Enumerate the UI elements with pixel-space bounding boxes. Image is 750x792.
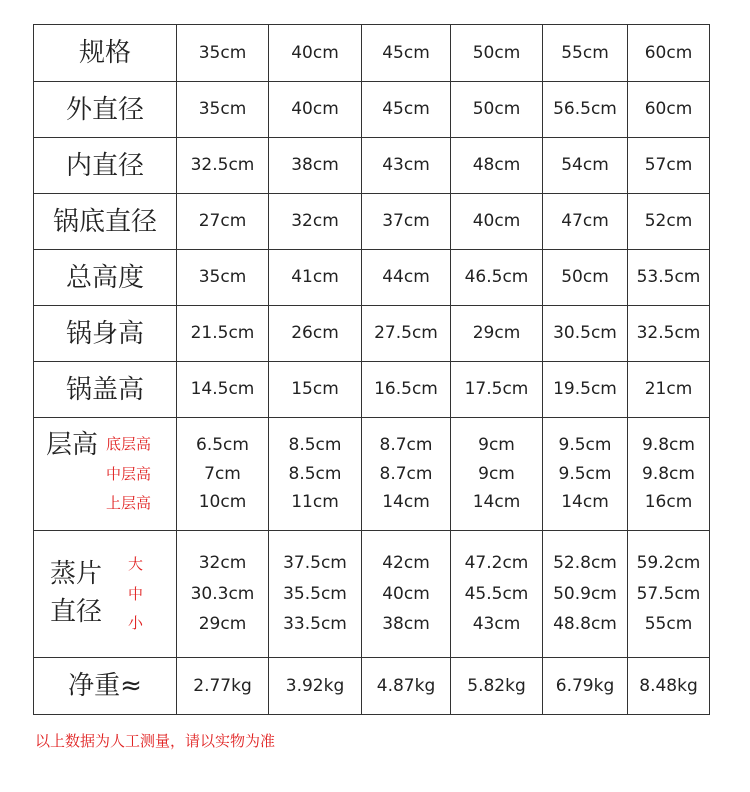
row-steamer-diameter: [34, 531, 710, 658]
cell-value: 14.5cm: [177, 362, 269, 418]
cell-value: 35.5cm: [283, 583, 347, 604]
cell-value: 9cm: [478, 435, 515, 455]
cell-value: 9.5cm: [558, 435, 612, 455]
cell-value: 37cm: [362, 194, 451, 250]
steamer-label-cell: [34, 531, 177, 658]
cell-value: 47cm: [543, 194, 628, 250]
layer-cell: [177, 418, 269, 531]
cell-value: 9cm: [478, 463, 515, 484]
cell-value: 9.8cm: [642, 463, 695, 484]
cell-value: 32cm: [269, 194, 362, 250]
cell-value: 30.3cm: [190, 583, 255, 604]
cell-value: 35cm: [177, 82, 269, 138]
cell-value: 57.5cm: [636, 583, 701, 604]
cell-value: 45.5cm: [464, 583, 529, 604]
row-total-height: [34, 250, 710, 306]
cell-value: 44cm: [362, 250, 451, 306]
cell-value: 2.77kg: [177, 658, 269, 715]
cell-value: 5.82kg: [451, 658, 543, 715]
row-net-weight: [34, 658, 710, 715]
row-label: 锅身高: [34, 306, 177, 362]
layer-cell: [451, 418, 543, 531]
steamer-cell: [451, 531, 543, 658]
cell-value: 32.5cm: [628, 306, 710, 362]
steamer-cell: [177, 531, 269, 658]
sub-label-middle: 中层高: [106, 464, 152, 483]
row-label: 规格: [34, 25, 177, 82]
row-label: 锅盖高: [34, 362, 177, 418]
cell-value: 27cm: [177, 194, 269, 250]
cell-value: 37.5cm: [283, 553, 347, 573]
cell-value: 60cm: [628, 82, 710, 138]
cell-value: 16cm: [644, 492, 693, 512]
cell-value: 55cm: [543, 25, 628, 82]
sub-label-top: 上层高: [106, 494, 152, 512]
cell-value: 9.5cm: [558, 463, 612, 484]
cell-value: 56.5cm: [543, 82, 628, 138]
cell-value: 38cm: [269, 138, 362, 194]
cell-value: 59.2cm: [636, 553, 701, 573]
cell-value: 3.92kg: [269, 658, 362, 715]
cell-value: 6.5cm: [196, 435, 249, 455]
cell-value: 52.8cm: [553, 553, 617, 573]
sub-label-large: 大: [128, 555, 144, 573]
cell-value: 52cm: [628, 194, 710, 250]
cell-value: 50.9cm: [553, 583, 617, 604]
cell-value: 35cm: [177, 25, 269, 82]
row-label: 净重≈: [34, 658, 177, 715]
cell-value: 7cm: [204, 463, 241, 484]
steamer-cell: [362, 531, 451, 658]
layer-cell: [362, 418, 451, 531]
cell-value: 43cm: [362, 138, 451, 194]
cell-value: 53.5cm: [628, 250, 710, 306]
disclaimer-note: 以上数据为人工测量，请以实物为准: [35, 732, 276, 750]
cell-value: 19.5cm: [543, 362, 628, 418]
sub-label-small: 小: [128, 614, 144, 632]
row-body-height: [34, 306, 710, 362]
cell-value: 45cm: [362, 25, 451, 82]
cell-value: 8.5cm: [288, 435, 342, 455]
cell-value: 29cm: [198, 614, 247, 634]
cell-value: 27.5cm: [362, 306, 451, 362]
sub-label-medium: 中: [128, 584, 144, 603]
cell-value: 32cm: [198, 553, 247, 573]
row-label: 内直径: [34, 138, 177, 194]
cell-value: 60cm: [628, 25, 710, 82]
cell-value: 40cm: [269, 82, 362, 138]
cell-value: 26cm: [269, 306, 362, 362]
row-layer-height: [34, 418, 710, 531]
cell-value: 8.48kg: [628, 658, 710, 715]
cell-value: 29cm: [451, 306, 543, 362]
cell-value: 57cm: [628, 138, 710, 194]
cell-value: 50cm: [451, 82, 543, 138]
layer-cell: [269, 418, 362, 531]
cell-value: 54cm: [543, 138, 628, 194]
cell-value: 9.8cm: [642, 435, 695, 455]
cell-value: 47.2cm: [464, 553, 529, 573]
cell-value: 8.5cm: [288, 463, 342, 484]
cell-value: 10cm: [198, 492, 247, 512]
cell-value: 14cm: [561, 492, 609, 512]
row-label: 外直径: [34, 82, 177, 138]
layer-cell: [543, 418, 628, 531]
cell-value: 35cm: [177, 250, 269, 306]
row-inner-diameter: [34, 138, 710, 194]
cell-value: 8.7cm: [379, 463, 433, 484]
cell-value: 50cm: [543, 250, 628, 306]
cell-value: 8.7cm: [379, 435, 433, 455]
cell-value: 15cm: [269, 362, 362, 418]
cell-value: 17.5cm: [451, 362, 543, 418]
spec-table: [33, 24, 710, 715]
cell-value: 41cm: [269, 250, 362, 306]
cell-value: 42cm: [382, 553, 430, 573]
cell-value: 40cm: [269, 25, 362, 82]
cell-value: 30.5cm: [543, 306, 628, 362]
row-label-line2: 直径: [50, 597, 103, 627]
steamer-cell: [543, 531, 628, 658]
cell-value: 55cm: [644, 614, 693, 634]
layer-cell: [628, 418, 710, 531]
row-label: 层高: [46, 430, 99, 460]
steamer-cell: [269, 531, 362, 658]
cell-value: 11cm: [291, 492, 339, 512]
cell-value: 48cm: [451, 138, 543, 194]
cell-value: 16.5cm: [362, 362, 451, 418]
row-spec: [34, 25, 710, 82]
row-label: 锅底直径: [34, 194, 177, 250]
cell-value: 38cm: [382, 614, 430, 634]
cell-value: 21cm: [628, 362, 710, 418]
cell-value: 43cm: [472, 614, 521, 634]
row-label-line1: 蒸片: [50, 559, 103, 590]
row-lid-height: [34, 362, 710, 418]
cell-value: 14cm: [382, 492, 430, 512]
cell-value: 14cm: [472, 492, 521, 512]
row-outer-diameter: [34, 82, 710, 138]
row-bottom-diameter: [34, 194, 710, 250]
cell-value: 48.8cm: [553, 614, 617, 634]
cell-value: 4.87kg: [362, 658, 451, 715]
row-label: 总高度: [34, 250, 177, 306]
cell-value: 21.5cm: [177, 306, 269, 362]
cell-value: 32.5cm: [177, 138, 269, 194]
cell-value: 50cm: [451, 25, 543, 82]
cell-value: 6.79kg: [543, 658, 628, 715]
cell-value: 40cm: [451, 194, 543, 250]
cell-value: 40cm: [382, 583, 430, 604]
layer-height-label-cell: [34, 418, 177, 531]
cell-value: 46.5cm: [451, 250, 543, 306]
steamer-cell: [628, 531, 710, 658]
cell-value: 33.5cm: [283, 614, 347, 634]
cell-value: 45cm: [362, 82, 451, 138]
sub-label-bottom: 底层高: [106, 435, 152, 453]
